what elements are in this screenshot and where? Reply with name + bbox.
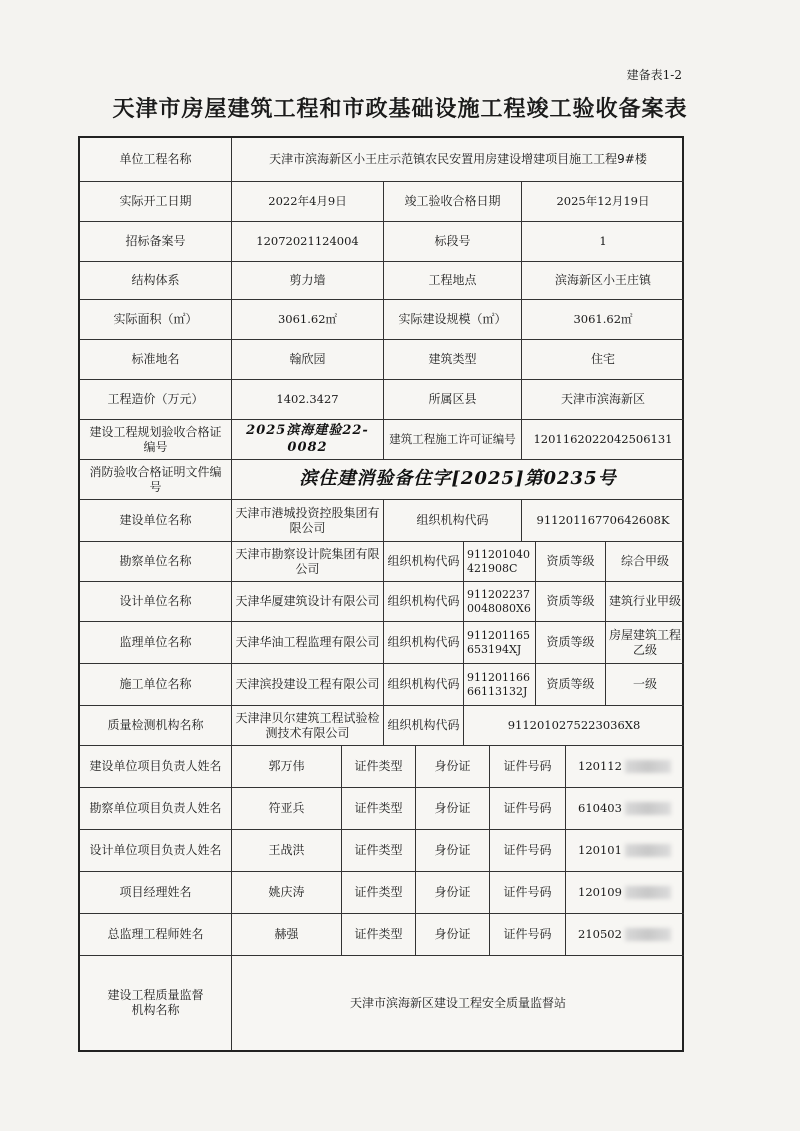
id-prefix-3: 120109 <box>578 885 622 900</box>
label-person-0: 建设单位项目负责人姓名 <box>80 746 232 788</box>
form-number: 建备表1-2 <box>626 68 682 82</box>
label-org-code-1: 组织机构代码 <box>384 542 464 582</box>
value-id-no-4 <box>566 914 684 956</box>
record-table <box>78 136 684 1052</box>
redaction-mark <box>625 802 671 815</box>
value-section: 1 <box>522 222 684 262</box>
document-title: 天津市房屋建筑工程和市政基础设施工程竣工验收备案表 <box>112 97 688 122</box>
label-id-type-2: 证件类型 <box>342 830 416 872</box>
value-unit-name-5: 天津津贝尔建筑工程试验检测技术有限公司 <box>232 706 384 746</box>
value-building-type: 住宅 <box>522 340 684 380</box>
value-unit-name-0: 天津市港城投资控股集团有限公司 <box>232 500 384 542</box>
value-org-code-4: 91120116666113132J <box>464 664 536 706</box>
label-id-no-2: 证件号码 <box>490 830 566 872</box>
label-scale: 实际建设规模（㎡） <box>384 300 522 340</box>
value-person-name-0: 郭万伟 <box>232 746 342 788</box>
label-id-type-4: 证件类型 <box>342 914 416 956</box>
label-unit-3: 监理单位名称 <box>80 622 232 664</box>
label-id-type-3: 证件类型 <box>342 872 416 914</box>
redaction-mark <box>625 928 671 941</box>
id-prefix-2: 120101 <box>578 843 622 858</box>
value-person-name-1: 符亚兵 <box>232 788 342 830</box>
label-unit-1: 勘察单位名称 <box>80 542 232 582</box>
value-structure: 剪力墙 <box>232 262 384 300</box>
fire-cert-handwriting: 滨住建消验备住字[2025]第0235号 <box>299 468 617 490</box>
label-org-code-2: 组织机构代码 <box>384 582 464 622</box>
value-id-no-3 <box>566 872 684 914</box>
id-prefix-0: 120112 <box>578 759 622 774</box>
value-qual-1: 综合甲级 <box>606 542 684 582</box>
value-permit: 12011620220425061​31 <box>522 420 684 460</box>
label-building-type: 建筑类型 <box>384 340 522 380</box>
label-unit-4: 施工单位名称 <box>80 664 232 706</box>
value-planning-cert <box>232 420 384 460</box>
id-prefix-1: 610403 <box>578 801 622 816</box>
value-org-code-1: 911201040​4​21908C <box>464 542 536 582</box>
planning-cert-handwriting: 2025滨海建验22-0082 <box>246 423 369 455</box>
value-unit-name-1: 天津市勘察设计院集团有限公司 <box>232 542 384 582</box>
label-unit-2: 设计单位名称 <box>80 582 232 622</box>
redaction-mark <box>625 844 671 857</box>
label-area: 实际面积（㎡） <box>80 300 232 340</box>
value-id-type-1: 身份证 <box>416 788 490 830</box>
label-org-code-4: 组织机构代码 <box>384 664 464 706</box>
label-id-no-1: 证件号码 <box>490 788 566 830</box>
label-qual-3: 资质等级 <box>536 622 606 664</box>
label-planning-cert: 建设工程规划验收合格证编号 <box>80 420 232 460</box>
label-person-2: 设计单位项目负责人姓名 <box>80 830 232 872</box>
label-cost: 工程造价（万元） <box>80 380 232 420</box>
label-org-code-0: 组织机构代码 <box>384 500 522 542</box>
value-qual-2: 建筑行业甲级 <box>606 582 684 622</box>
value-accept-date: 2025年12月19日 <box>522 182 684 222</box>
label-fire-cert: 消防验收合格证明文件编号 <box>80 460 232 500</box>
redaction-mark <box>625 886 671 899</box>
label-unit-5: 质量检测机构名称 <box>80 706 232 746</box>
label-landmark: 标准地名 <box>80 340 232 380</box>
value-person-name-2: 王战洪 <box>232 830 342 872</box>
value-id-no-2 <box>566 830 684 872</box>
value-location: 滨海新区小王庄镇 <box>522 262 684 300</box>
value-unit-name-2: 天津华厦建筑设计有限公司 <box>232 582 384 622</box>
label-section: 标段号 <box>384 222 522 262</box>
label-start-date: 实际开工日期 <box>80 182 232 222</box>
label-unit-project: 单位工程名称 <box>80 138 232 182</box>
label-unit-0: 建设单位名称 <box>80 500 232 542</box>
label-person-3: 项目经理姓名 <box>80 872 232 914</box>
value-qual-4: 一级 <box>606 664 684 706</box>
value-qual-3: 房屋建筑工程乙级 <box>606 622 684 664</box>
label-qual-2: 资质等级 <box>536 582 606 622</box>
label-person-1: 勘察单位项目负责人姓名 <box>80 788 232 830</box>
value-unit-name-4: 天津滨投建设工程有限公司 <box>232 664 384 706</box>
value-district: 天津市滨海新区 <box>522 380 684 420</box>
label-id-type-1: 证件类型 <box>342 788 416 830</box>
value-bid-no: 12072021124004 <box>232 222 384 262</box>
label-id-no-0: 证件号码 <box>490 746 566 788</box>
value-id-no-0 <box>566 746 684 788</box>
value-supervision: 天津市滨海新区建设工程安全质量监督站 <box>349 995 566 1010</box>
value-org-code-0: 91120116770642608K <box>522 500 684 542</box>
value-id-type-2: 身份证 <box>416 830 490 872</box>
label-accept-date: 竣工验收合格日期 <box>384 182 522 222</box>
value-org-code-5: 911201027522303​6X8 <box>464 706 684 746</box>
value-org-code-3: 911201165653194XJ <box>464 622 536 664</box>
value-id-no-1 <box>566 788 684 830</box>
value-person-name-3: 姚庆涛 <box>232 872 342 914</box>
value-fire-cert <box>232 460 684 500</box>
label-bid-no: 招标备案号 <box>80 222 232 262</box>
label-qual-1: 资质等级 <box>536 542 606 582</box>
value-cost: 1402.3427 <box>232 380 384 420</box>
value-scale: 3061.62㎡ <box>522 300 684 340</box>
value-org-code-2: 9112022370048080X6 <box>464 582 536 622</box>
label-org-code-3: 组织机构代码 <box>384 622 464 664</box>
label-id-no-4: 证件号码 <box>490 914 566 956</box>
value-person-name-4: 赫强 <box>232 914 342 956</box>
label-district: 所属区县 <box>384 380 522 420</box>
label-structure: 结构体系 <box>80 262 232 300</box>
value-unit-name-3: 天津华油工程监理有限公司 <box>232 622 384 664</box>
value-unit-project: 天津市滨海新区小王庄示范镇农民安置用房建设增建项目施工工程9#楼 <box>232 138 684 182</box>
label-id-type-0: 证件类型 <box>342 746 416 788</box>
label-id-no-3: 证件号码 <box>490 872 566 914</box>
value-id-type-3: 身份证 <box>416 872 490 914</box>
label-permit: 建筑工程施工许可证编号 <box>384 420 522 460</box>
label-qual-4: 资质等级 <box>536 664 606 706</box>
label-location: 工程地点 <box>384 262 522 300</box>
value-start-date: 2022年4月9日 <box>232 182 384 222</box>
value-landmark: 翰欣园 <box>232 340 384 380</box>
label-supervision: 建设工程质量监督机构名称 <box>80 956 232 1050</box>
value-id-type-4: 身份证 <box>416 914 490 956</box>
label-person-4: 总监理工程师姓名 <box>80 914 232 956</box>
label-org-code-5: 组织机构代码 <box>384 706 464 746</box>
redaction-mark <box>625 760 671 773</box>
id-prefix-4: 210502 <box>578 927 622 942</box>
value-area: 3061.62㎡ <box>232 300 384 340</box>
value-id-type-0: 身份证 <box>416 746 490 788</box>
